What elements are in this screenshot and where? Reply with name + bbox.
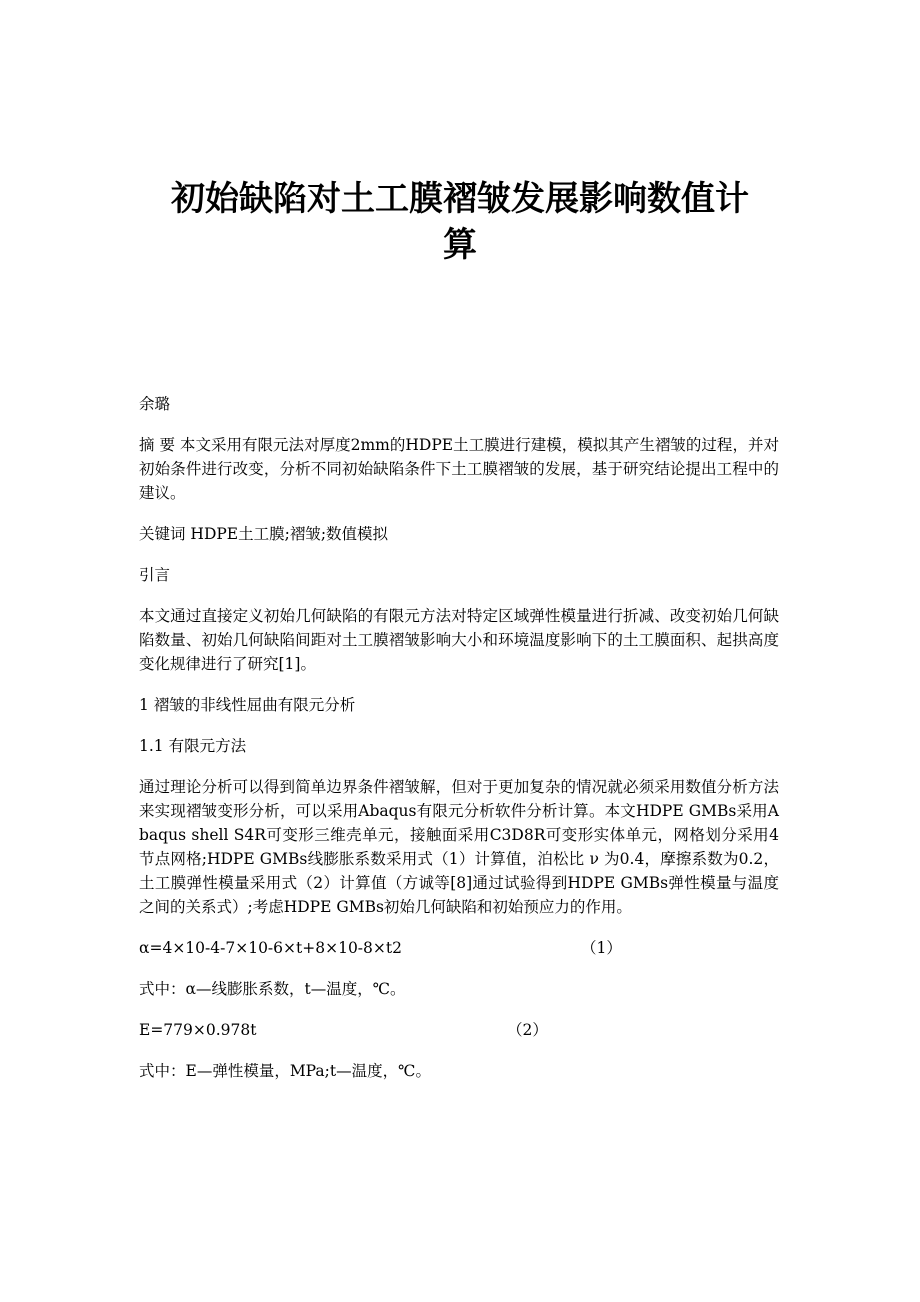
equation-2-number: （2）	[507, 1021, 548, 1039]
equation-1-number: （1）	[581, 939, 622, 957]
intro-paragraph: 本文通过直接定义初始几何缺陷的有限元方法对特定区域弹性模量进行折减、改变初始几何缺陷数量、初始几何缺陷间距对土工膜褶皱影响大小和环境温度影响下的土工膜面积、起拱高度变化规律进行了研究[1]。	[139, 607, 779, 673]
intro-heading: 引言	[139, 566, 171, 584]
equation-1-formula: α=4×10-4-7×10-6×t+8×10-8×t2	[139, 939, 402, 957]
equation-1	[139, 936, 779, 960]
author: 余璐	[139, 395, 171, 413]
equation-2-formula: E=779×0.978t	[139, 1021, 257, 1039]
document-title	[0, 176, 920, 268]
document-body	[139, 392, 779, 1100]
title-line-1: 初始缺陷对土工膜褶皱发展影响数值计	[171, 179, 749, 219]
equation-2	[139, 1018, 779, 1042]
keywords-paragraph: 关键词 HDPE土工膜;褶皱;数值模拟	[139, 525, 389, 543]
title-line-2: 算	[443, 225, 477, 265]
section-1-1-paragraph: 通过理论分析可以得到简单边界条件褶皱解，但对于更加复杂的情况就必须采用数值分析方法来实现褶皱变形分析，可以采用Abaqus有限元分析软件分析计算。本文HDPE GMBs采用Abaqus shell S4R可变形三维壳单元，接触面采用C3D8R可变形实体单元，网格划分采用4节点网格;HDPE GMBs线膨胀系数采用式（1）计算值，泊松比 ν 为0.4，摩擦系数为0.2，土工膜弹性模量采用式（2）计算值（方诚等[8]通过试验得到HDPE GMBs弹性模量与温度之间的关系式）;考虑HDPE GMBs初始几何缺陷和初始预应力的作用。	[139, 778, 779, 916]
section-1-heading: 1 褶皱的非线性屈曲有限元分析	[139, 696, 356, 714]
equation-2-note: 式中：E—弹性模量，MPa;t—温度，℃。	[139, 1062, 431, 1080]
section-1-1-heading: 1.1 有限元方法	[139, 737, 247, 755]
abstract-paragraph: 摘 要 本文采用有限元法对厚度2mm的HDPE土工膜进行建模，模拟其产生褶皱的过程，并对初始条件进行改变，分析不同初始缺陷条件下土工膜褶皱的发展，基于研究结论提出工程中的建议。	[139, 436, 779, 502]
equation-1-note: 式中：α—线膨胀系数，t—温度，℃。	[139, 980, 406, 998]
